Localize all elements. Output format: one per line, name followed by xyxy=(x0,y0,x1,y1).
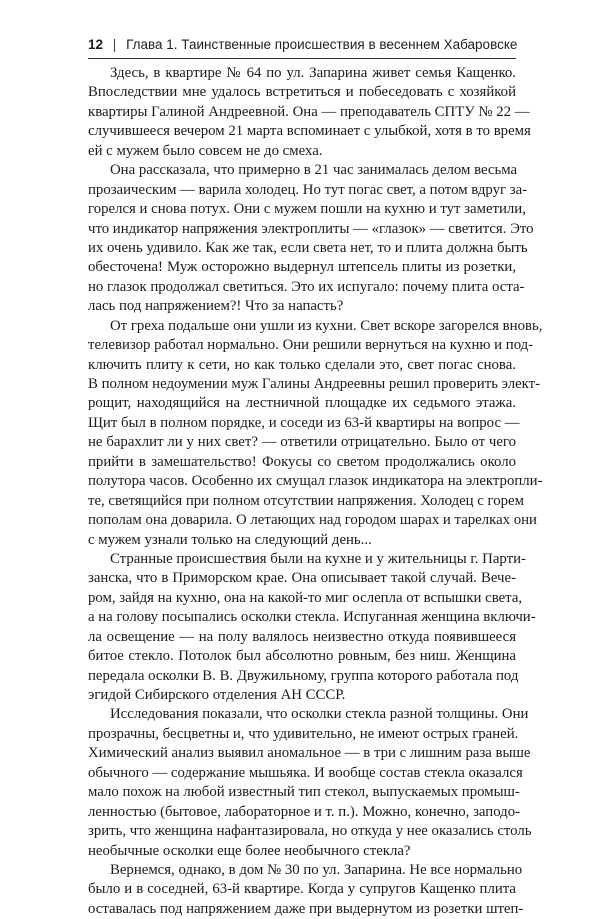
text-line: обычного — содержание мышьяка. И вообще состав стекла оказался xyxy=(88,764,523,781)
text-line: что индикатор напряжения электроплиты — «глазок» — светится. Это xyxy=(88,220,534,237)
header-rule xyxy=(88,58,516,59)
text-line: ром, зайдя на кухню, она на какой-то миг ослепла от вспышки света, xyxy=(88,589,523,606)
text-line: эгидой Сибирского отделения АН СССР. xyxy=(88,687,346,703)
paragraph xyxy=(88,161,534,317)
text-line: Щит был в полном порядке, и соседи из 63-й квартиры на вопрос — xyxy=(88,414,520,431)
text-line: прозрачны, бесцветны и, что удивительно, не имеют острых граней. xyxy=(88,725,519,742)
text-line: Исследования показали, что осколки стекла разной толщины. Они xyxy=(110,706,529,723)
text-line: полутора часов. Особенно их смущал глазок индикатора на электропли- xyxy=(88,473,543,490)
text-line: лась под напряжением?! Что за напасть? xyxy=(88,298,344,315)
paragraph xyxy=(88,705,532,861)
text-line: пополам она доварила. О летающих над городом шарах и тарелках они xyxy=(88,512,537,529)
text-line: но глазок продолжал светиться. Это их испугало: почему плита оста- xyxy=(88,278,525,295)
text-line: необычные осколки еще более необычного стекла? xyxy=(88,842,411,859)
text-line: ключить плиту к сети, но как только сделали это, свет погас снова. xyxy=(88,356,516,373)
text-line: Странные происшествия были на кухне и у жительницы г. Парти- xyxy=(110,550,526,567)
text-line: их очень удивило. Как же так, если света нет, то и плита должна быть xyxy=(88,239,528,256)
text-line: те, светящийся при полном отсутствии напряжения. Холодец с горем xyxy=(88,492,524,509)
text-line: случившееся вечером 21 марта вспоминает с улыбкой, хотя в то время xyxy=(88,123,531,140)
text-line: рощит, находящийся на лестничной площадке их седьмого этажа. xyxy=(88,395,516,412)
text-line: ла освещение — на полу валялось неизвестно откуда появившееся xyxy=(88,628,516,645)
text-line: квартиры Галиной Андреевной. Она — преподаватель СПТУ № 22 — xyxy=(88,103,530,120)
text-line: битое стекло. Потолок был абсолютно ровным, без ниш. Женщина xyxy=(88,648,516,665)
text-line: Впоследствии мне удалось встретиться и побеседовать с хозяйкой xyxy=(88,84,516,101)
text-line: прийти в замешательство! Фокусы со светом продолжались около xyxy=(88,453,516,470)
text-line: зрить, что женщина нафантазировала, но откуда у нее оказались столь xyxy=(88,823,532,840)
paragraph xyxy=(88,550,536,706)
text-line: с мужем узнали только на следующий день... xyxy=(88,531,372,548)
text-line: не барахлит ли у них свет? — ответили отрицательно. Было от чего xyxy=(88,434,516,451)
page-number: 12 xyxy=(88,37,104,52)
text-line: ленностью (бытовое, лабораторное и т. п.). Можно, конечно, заподо- xyxy=(88,803,521,820)
text-line: От греха подальше они ушли из кухни. Свет вскоре загорелся вновь, xyxy=(110,317,543,334)
header-separator: | xyxy=(112,37,117,52)
text-line: оставалась под напряжением даже при выдернутом из розетки штеп- xyxy=(88,900,524,917)
text-line: Вернемся, однако, в дом № 30 по ул. Запарина. Не все нормально xyxy=(110,861,523,878)
text-line: телевизор работал нормально. Они решили вернуться на кухню и под- xyxy=(88,337,534,354)
chapter-title: Глава 1. Таинственные происшествия в весеннем Хабаровске xyxy=(126,37,518,52)
paragraph xyxy=(88,317,543,550)
text-line: Здесь, в квартире № 64 по ул. Запарина живет семья Кащенко. xyxy=(110,65,516,81)
text-line: Она рассказала, что примерно в 21 час занималась делом весьма xyxy=(110,162,518,179)
text-line: обесточена! Муж осторожно выдернул штепсель плиты из розетки, xyxy=(88,259,516,276)
body-text xyxy=(88,64,543,919)
text-line: прозаическим — варила холодец. Но тут погас свет, а потом вдруг за- xyxy=(88,181,528,198)
paragraph xyxy=(88,64,531,161)
text-line: передала осколки В. В. Двужильному, группа которого работала под xyxy=(88,667,519,684)
text-line: мало похож на любой известный тип стекол, выпускаемых промыш- xyxy=(88,784,520,801)
text-line: а на голову посыпались осколки стекла. Испуганная женщина включи- xyxy=(88,609,536,626)
text-line: ей с мужем было совсем не до смеха. xyxy=(88,142,323,159)
text-line: Химический анализ выявил аномальное — в три с лишним раза выше xyxy=(88,745,531,762)
text-line: В полном недоумении муж Галины Андреевны решил проверить элект- xyxy=(88,376,541,392)
text-line: было и в соседней, 63-й квартире. Когда у супругов Кащенко плита xyxy=(88,881,516,898)
paragraph xyxy=(88,861,524,919)
text-line: горелся и снова потух. Они с мужем пошли на кухню и тут заметили, xyxy=(88,201,526,218)
text-line: занска, что в Приморском крае. Она описывает такой случай. Вече- xyxy=(88,570,516,587)
